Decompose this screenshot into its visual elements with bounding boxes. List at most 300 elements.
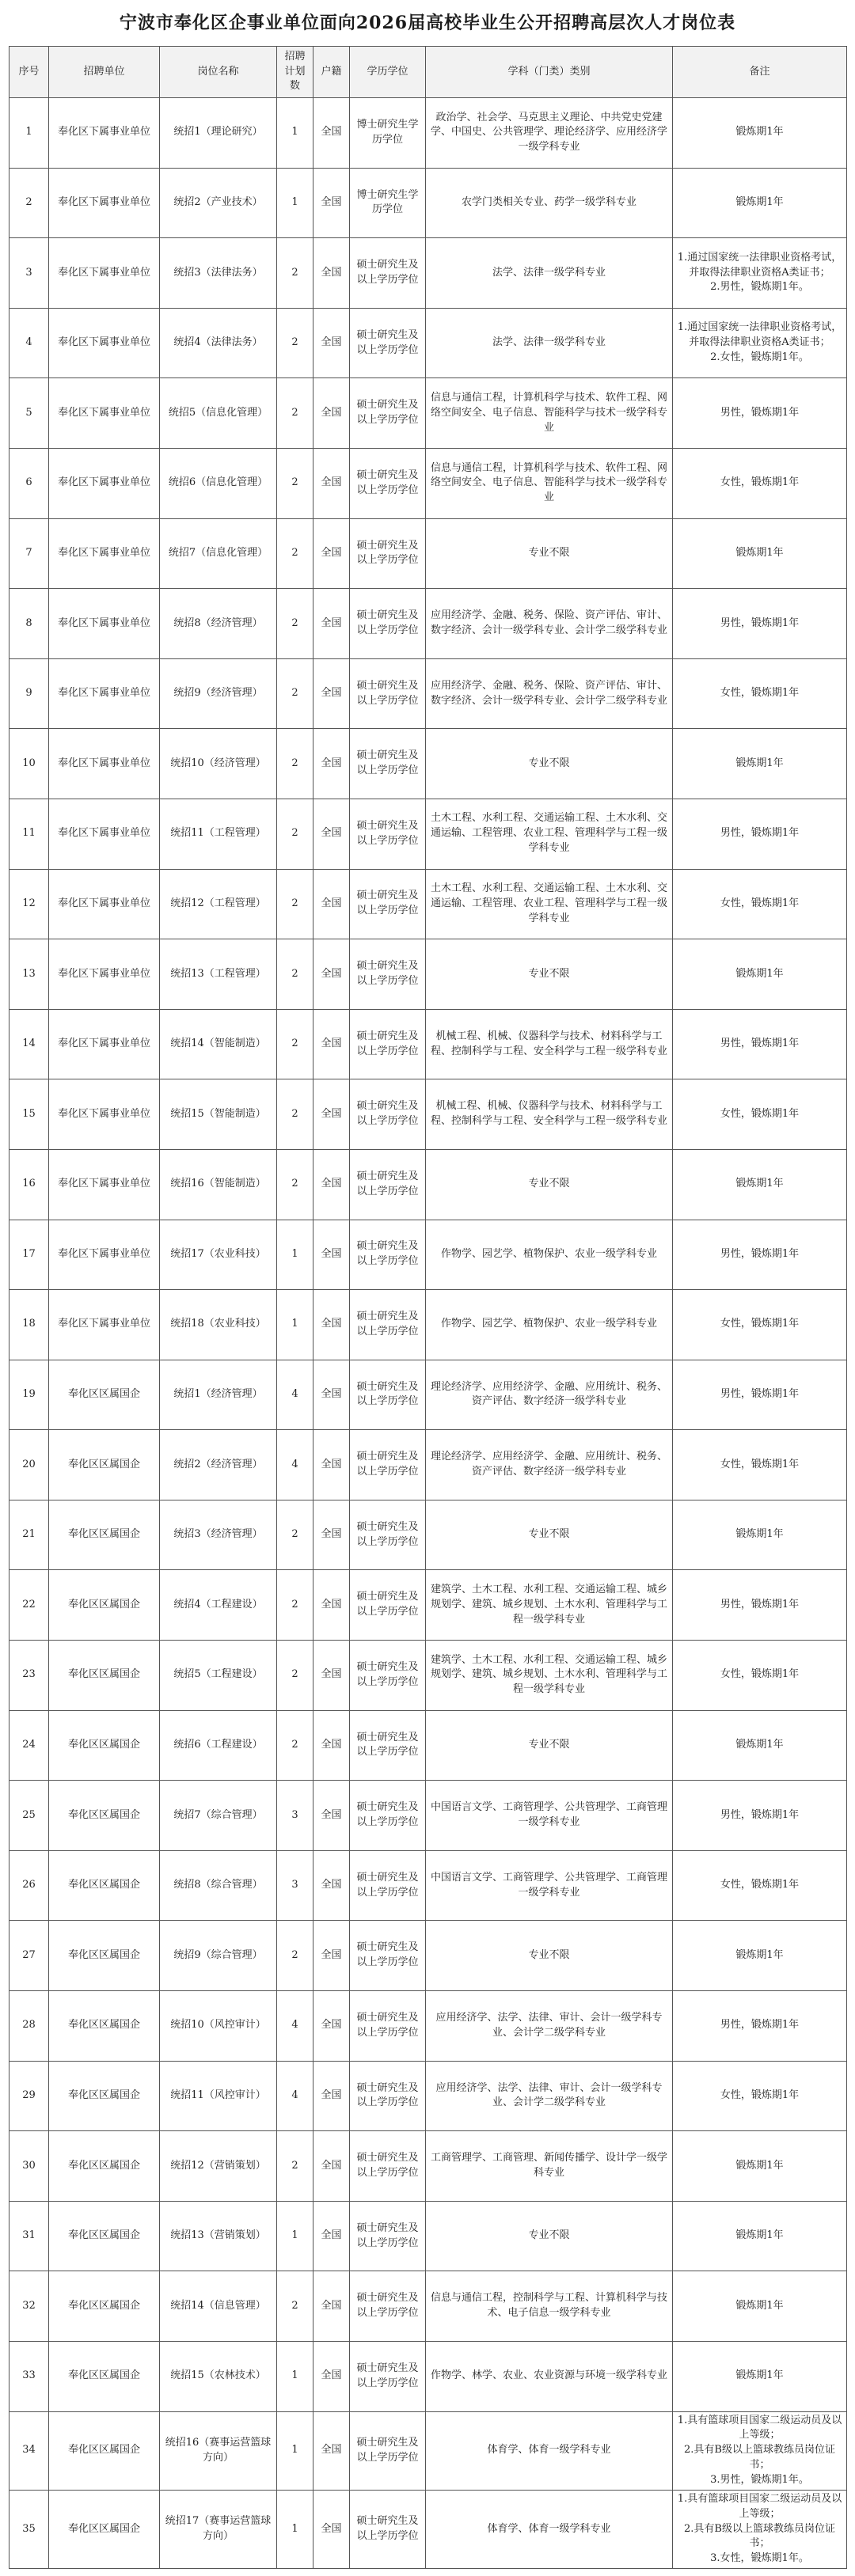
cell-hukou: 全国 (314, 729, 350, 799)
table-row (10, 2061, 847, 2131)
cell-hukou: 全国 (314, 2490, 350, 2568)
cell-degree: 硕士研究生及以上学历学位 (350, 939, 426, 1010)
cell-remarks: 女性，锻炼期1年 (673, 1290, 847, 1360)
cell-unit: 奉化区下属事业单位 (49, 378, 160, 449)
cell-unit: 奉化区下属事业单位 (49, 238, 160, 309)
table-row (10, 1641, 847, 1711)
cell-hukou: 全国 (314, 2271, 350, 2342)
cell-index: 22 (10, 1570, 49, 1641)
cell-discipline: 信息与通信工程，计算机科学与技术、软件工程、网络空间安全、电子信息、智能科学与技术一级学科专业 (426, 378, 673, 449)
table-row (10, 448, 847, 518)
cell-degree: 硕士研究生及以上学历学位 (350, 1500, 426, 1570)
cell-discipline: 作物学、林学、农业、农业资源与环境一级学科专业 (426, 2342, 673, 2412)
cell-quota: 2 (277, 518, 314, 589)
cell-index: 13 (10, 939, 49, 1010)
cell-quota: 4 (277, 2061, 314, 2131)
cell-position: 统招17（赛事运营篮球方向） (160, 2490, 277, 2568)
cell-quota: 2 (277, 2131, 314, 2202)
table-row (10, 1360, 847, 1430)
cell-hukou: 全国 (314, 308, 350, 378)
cell-hukou: 全国 (314, 1500, 350, 1570)
cell-remarks: 锻炼期1年 (673, 1921, 847, 1991)
cell-quota: 1 (277, 168, 314, 238)
cell-position: 统招8（综合管理） (160, 1850, 277, 1921)
cell-quota: 4 (277, 1991, 314, 2062)
cell-index: 30 (10, 2131, 49, 2202)
cell-quota: 2 (277, 799, 314, 869)
cell-quota: 3 (277, 1850, 314, 1921)
cell-quota: 2 (277, 1641, 314, 1711)
cell-position: 统招13（工程管理） (160, 939, 277, 1010)
table-row (10, 589, 847, 659)
cell-degree: 硕士研究生及以上学历学位 (350, 1360, 426, 1430)
cell-index: 11 (10, 799, 49, 869)
cell-discipline: 专业不限 (426, 729, 673, 799)
cell-unit: 奉化区下属事业单位 (49, 448, 160, 518)
cell-remarks: 女性，锻炼期1年 (673, 2061, 847, 2131)
table-row (10, 1290, 847, 1360)
cell-remarks: 1.通过国家统一法律职业资格考试，并取得法律职业资格A类证书； 2.女性，锻炼期1年。 (673, 308, 847, 378)
cell-index: 27 (10, 1921, 49, 1991)
cell-index: 19 (10, 1360, 49, 1430)
cell-discipline: 中国语言文学、工商管理学、公共管理学、工商管理一级学科专业 (426, 1781, 673, 1851)
cell-remarks: 女性，锻炼期1年 (673, 869, 847, 939)
cell-position: 统招2（经济管理） (160, 1430, 277, 1500)
cell-unit: 奉化区下属事业单位 (49, 729, 160, 799)
header-position: 岗位名称 (160, 47, 277, 98)
cell-index: 8 (10, 589, 49, 659)
cell-discipline: 应用经济学、法学、法律、审计、会计一级学科专业、会计学二级学科专业 (426, 2061, 673, 2131)
cell-quota: 2 (277, 658, 314, 729)
cell-degree: 硕士研究生及以上学历学位 (350, 378, 426, 449)
cell-unit: 奉化区区属国企 (49, 1850, 160, 1921)
cell-degree: 硕士研究生及以上学历学位 (350, 589, 426, 659)
table-row (10, 729, 847, 799)
cell-hukou: 全国 (314, 378, 350, 449)
table-row (10, 518, 847, 589)
table-header-row (10, 47, 847, 98)
cell-quota: 2 (277, 378, 314, 449)
cell-unit: 奉化区区属国企 (49, 2201, 160, 2271)
cell-index: 31 (10, 2201, 49, 2271)
cell-quota: 1 (277, 1290, 314, 1360)
cell-degree: 硕士研究生及以上学历学位 (350, 448, 426, 518)
cell-discipline: 理论经济学、应用经济学、金融、应用统计、税务、资产评估、数字经济一级学科专业 (426, 1360, 673, 1430)
cell-remarks: 锻炼期1年 (673, 168, 847, 238)
cell-position: 统招7（综合管理） (160, 1781, 277, 1851)
cell-remarks: 锻炼期1年 (673, 1710, 847, 1781)
cell-index: 25 (10, 1781, 49, 1851)
cell-hukou: 全国 (314, 2131, 350, 2202)
cell-remarks: 锻炼期1年 (673, 98, 847, 169)
cell-discipline: 建筑学、土木工程、水利工程、交通运输工程、城乡规划学、建筑、城乡规划、土木水利、管理科学与工程一级学科专业 (426, 1570, 673, 1641)
cell-quota: 2 (277, 448, 314, 518)
cell-degree: 硕士研究生及以上学历学位 (350, 658, 426, 729)
cell-discipline: 专业不限 (426, 1710, 673, 1781)
cell-discipline: 作物学、园艺学、植物保护、农业一级学科专业 (426, 1290, 673, 1360)
cell-position: 统招5（信息化管理） (160, 378, 277, 449)
cell-quota: 2 (277, 1079, 314, 1150)
cell-degree: 硕士研究生及以上学历学位 (350, 869, 426, 939)
cell-discipline: 作物学、园艺学、植物保护、农业一级学科专业 (426, 1220, 673, 1290)
header-remarks: 备注 (673, 47, 847, 98)
cell-remarks: 锻炼期1年 (673, 2201, 847, 2271)
header-discipline: 学科（门类）类别 (426, 47, 673, 98)
cell-position: 统招13（营销策划） (160, 2201, 277, 2271)
table-row (10, 2201, 847, 2271)
table-row (10, 2131, 847, 2202)
cell-degree: 硕士研究生及以上学历学位 (350, 1009, 426, 1079)
cell-unit: 奉化区下属事业单位 (49, 869, 160, 939)
cell-quota: 2 (277, 308, 314, 378)
cell-unit: 奉化区下属事业单位 (49, 1079, 160, 1150)
header-quota: 招聘计划数 (277, 47, 314, 98)
cell-degree: 硕士研究生及以上学历学位 (350, 1991, 426, 2062)
table-row (10, 1921, 847, 1991)
cell-discipline: 专业不限 (426, 2201, 673, 2271)
header-degree: 学历学位 (350, 47, 426, 98)
table-row (10, 1220, 847, 1290)
cell-unit: 奉化区下属事业单位 (49, 308, 160, 378)
cell-quota: 2 (277, 1921, 314, 1991)
cell-remarks: 男性，锻炼期1年 (673, 378, 847, 449)
cell-position: 统招4（法律法务） (160, 308, 277, 378)
cell-quota: 1 (277, 2342, 314, 2412)
table-body (10, 98, 847, 2569)
cell-quota: 4 (277, 1360, 314, 1430)
cell-degree: 硕士研究生及以上学历学位 (350, 799, 426, 869)
cell-hukou: 全国 (314, 518, 350, 589)
cell-position: 统招9（综合管理） (160, 1921, 277, 1991)
cell-hukou: 全国 (314, 1290, 350, 1360)
cell-position: 统招12（工程管理） (160, 869, 277, 939)
cell-degree: 博士研究生学历学位 (350, 98, 426, 169)
page-title: 宁波市奉化区企事业单位面向2026届高校毕业生公开招聘高层次人才岗位表 (119, 13, 736, 33)
cell-degree: 硕士研究生及以上学历学位 (350, 2342, 426, 2412)
cell-unit: 奉化区区属国企 (49, 1781, 160, 1851)
cell-position: 统招16（赛事运营篮球方向） (160, 2411, 277, 2490)
cell-position: 统招1（经济管理） (160, 1360, 277, 1430)
cell-quota: 2 (277, 238, 314, 309)
cell-hukou: 全国 (314, 1641, 350, 1711)
cell-index: 15 (10, 1079, 49, 1150)
cell-degree: 硕士研究生及以上学历学位 (350, 1570, 426, 1641)
cell-index: 10 (10, 729, 49, 799)
cell-degree: 硕士研究生及以上学历学位 (350, 1220, 426, 1290)
cell-quota: 2 (277, 589, 314, 659)
cell-hukou: 全国 (314, 1079, 350, 1150)
cell-unit: 奉化区区属国企 (49, 2271, 160, 2342)
table-row (10, 1850, 847, 1921)
cell-hukou: 全国 (314, 939, 350, 1010)
cell-degree: 硕士研究生及以上学历学位 (350, 1781, 426, 1851)
cell-hukou: 全国 (314, 1009, 350, 1079)
cell-discipline: 机械工程、机械、仪器科学与技术、材料科学与工程、控制科学与工程、安全科学与工程一级学科专业 (426, 1009, 673, 1079)
cell-hukou: 全国 (314, 1991, 350, 2062)
cell-hukou: 全国 (314, 2342, 350, 2412)
cell-remarks: 锻炼期1年 (673, 2271, 847, 2342)
cell-degree: 硕士研究生及以上学历学位 (350, 518, 426, 589)
cell-discipline: 信息与通信工程，控制科学与工程、计算机科学与技术、电子信息一级学科专业 (426, 2271, 673, 2342)
cell-position: 统招5（工程建设） (160, 1641, 277, 1711)
cell-hukou: 全国 (314, 589, 350, 659)
cell-degree: 硕士研究生及以上学历学位 (350, 1149, 426, 1220)
cell-index: 2 (10, 168, 49, 238)
cell-hukou: 全国 (314, 1570, 350, 1641)
cell-unit: 奉化区下属事业单位 (49, 799, 160, 869)
cell-unit: 奉化区下属事业单位 (49, 168, 160, 238)
cell-position: 统招2（产业技术） (160, 168, 277, 238)
cell-degree: 博士研究生学历学位 (350, 168, 426, 238)
cell-remarks: 男性，锻炼期1年 (673, 799, 847, 869)
table-row (10, 2342, 847, 2412)
cell-hukou: 全国 (314, 2411, 350, 2490)
cell-remarks: 男性，锻炼期1年 (673, 589, 847, 659)
table-row (10, 98, 847, 169)
cell-index: 5 (10, 378, 49, 449)
cell-index: 12 (10, 869, 49, 939)
table-row (10, 1430, 847, 1500)
cell-hukou: 全国 (314, 1430, 350, 1500)
table-row (10, 378, 847, 449)
cell-index: 6 (10, 448, 49, 518)
cell-unit: 奉化区下属事业单位 (49, 1009, 160, 1079)
cell-degree: 硕士研究生及以上学历学位 (350, 2271, 426, 2342)
table-row (10, 2271, 847, 2342)
cell-discipline: 法学、法律一级学科专业 (426, 238, 673, 309)
recruitment-table (9, 46, 847, 2569)
cell-unit: 奉化区区属国企 (49, 1570, 160, 1641)
cell-position: 统招3（法律法务） (160, 238, 277, 309)
cell-position: 统招1（理论研究） (160, 98, 277, 169)
table-row (10, 168, 847, 238)
cell-discipline: 法学、法律一级学科专业 (426, 308, 673, 378)
cell-unit: 奉化区区属国企 (49, 2342, 160, 2412)
cell-index: 16 (10, 1149, 49, 1220)
cell-quota: 3 (277, 1781, 314, 1851)
cell-index: 32 (10, 2271, 49, 2342)
cell-quota: 2 (277, 729, 314, 799)
table-row (10, 939, 847, 1010)
cell-degree: 硕士研究生及以上学历学位 (350, 729, 426, 799)
cell-quota: 2 (277, 1710, 314, 1781)
cell-unit: 奉化区区属国企 (49, 1991, 160, 2062)
cell-position: 统招11（工程管理） (160, 799, 277, 869)
cell-index: 29 (10, 2061, 49, 2131)
cell-discipline: 土木工程、水利工程、交通运输工程、土木水利、交通运输、工程管理、农业工程、管理科学与工程一级学科专业 (426, 869, 673, 939)
cell-remarks: 男性，锻炼期1年 (673, 1009, 847, 1079)
cell-quota: 2 (277, 2271, 314, 2342)
cell-degree: 硕士研究生及以上学历学位 (350, 2201, 426, 2271)
cell-quota: 1 (277, 1220, 314, 1290)
cell-discipline: 专业不限 (426, 939, 673, 1010)
cell-position: 统招9（经济管理） (160, 658, 277, 729)
cell-quota: 2 (277, 1570, 314, 1641)
header-hukou: 户籍 (314, 47, 350, 98)
cell-discipline: 工商管理学、工商管理、新闻传播学、设计学一级学科专业 (426, 2131, 673, 2202)
cell-discipline: 机械工程、机械、仪器科学与技术、材料科学与工程、控制科学与工程、安全科学与工程一级学科专业 (426, 1079, 673, 1150)
cell-remarks: 锻炼期1年 (673, 1149, 847, 1220)
cell-remarks: 锻炼期1年 (673, 518, 847, 589)
cell-unit: 奉化区下属事业单位 (49, 658, 160, 729)
table-row (10, 799, 847, 869)
cell-hukou: 全国 (314, 869, 350, 939)
cell-discipline: 信息与通信工程，计算机科学与技术、软件工程、网络空间安全、电子信息、智能科学与技术一级学科专业 (426, 448, 673, 518)
cell-index: 26 (10, 1850, 49, 1921)
header-unit: 招聘单位 (49, 47, 160, 98)
cell-hukou: 全国 (314, 799, 350, 869)
cell-remarks: 男性，锻炼期1年 (673, 1991, 847, 2062)
cell-hukou: 全国 (314, 238, 350, 309)
cell-position: 统招17（农业科技） (160, 1220, 277, 1290)
table-row (10, 1149, 847, 1220)
table-row (10, 658, 847, 729)
cell-remarks: 女性，锻炼期1年 (673, 1641, 847, 1711)
cell-remarks: 锻炼期1年 (673, 729, 847, 799)
cell-degree: 硕士研究生及以上学历学位 (350, 1079, 426, 1150)
cell-quota: 2 (277, 869, 314, 939)
cell-index: 14 (10, 1009, 49, 1079)
cell-remarks: 女性，锻炼期1年 (673, 1430, 847, 1500)
cell-index: 3 (10, 238, 49, 309)
header-index: 序号 (10, 47, 49, 98)
cell-index: 34 (10, 2411, 49, 2490)
table-row (10, 1570, 847, 1641)
cell-position: 统招16（智能制造） (160, 1149, 277, 1220)
cell-quota: 4 (277, 1430, 314, 1500)
cell-hukou: 全国 (314, 1850, 350, 1921)
cell-remarks: 女性，锻炼期1年 (673, 658, 847, 729)
cell-quota: 2 (277, 1500, 314, 1570)
cell-remarks: 男性，锻炼期1年 (673, 1570, 847, 1641)
cell-position: 统招10（经济管理） (160, 729, 277, 799)
cell-degree: 硕士研究生及以上学历学位 (350, 2131, 426, 2202)
cell-unit: 奉化区下属事业单位 (49, 518, 160, 589)
cell-position: 统招6（工程建设） (160, 1710, 277, 1781)
cell-degree: 硕士研究生及以上学历学位 (350, 1430, 426, 1500)
cell-degree: 硕士研究生及以上学历学位 (350, 2490, 426, 2568)
cell-discipline: 应用经济学、金融、税务、保险、资产评估、审计、数字经济、会计一级学科专业、会计学二级学科专业 (426, 589, 673, 659)
cell-unit: 奉化区下属事业单位 (49, 939, 160, 1010)
table-row (10, 1079, 847, 1150)
cell-discipline: 专业不限 (426, 1500, 673, 1570)
cell-position: 统招8（经济管理） (160, 589, 277, 659)
cell-index: 35 (10, 2490, 49, 2568)
cell-index: 33 (10, 2342, 49, 2412)
table-row (10, 1009, 847, 1079)
cell-unit: 奉化区下属事业单位 (49, 1149, 160, 1220)
cell-hukou: 全国 (314, 1220, 350, 1290)
cell-position: 统招3（经济管理） (160, 1500, 277, 1570)
cell-hukou: 全国 (314, 2201, 350, 2271)
table-row (10, 1991, 847, 2062)
cell-index: 23 (10, 1641, 49, 1711)
table-row (10, 2490, 847, 2568)
cell-degree: 硕士研究生及以上学历学位 (350, 1921, 426, 1991)
table-row (10, 308, 847, 378)
cell-hukou: 全国 (314, 1710, 350, 1781)
cell-discipline: 中国语言文学、工商管理学、公共管理学、工商管理一级学科专业 (426, 1850, 673, 1921)
cell-hukou: 全国 (314, 168, 350, 238)
cell-discipline: 专业不限 (426, 518, 673, 589)
cell-discipline: 应用经济学、法学、法律、审计、会计一级学科专业、会计学二级学科专业 (426, 1991, 673, 2062)
cell-index: 24 (10, 1710, 49, 1781)
cell-position: 统招11（风控审计） (160, 2061, 277, 2131)
cell-position: 统招12（营销策划） (160, 2131, 277, 2202)
cell-remarks: 女性，锻炼期1年 (673, 1079, 847, 1150)
cell-degree: 硕士研究生及以上学历学位 (350, 308, 426, 378)
cell-discipline: 专业不限 (426, 1149, 673, 1220)
cell-remarks: 锻炼期1年 (673, 2131, 847, 2202)
cell-unit: 奉化区区属国企 (49, 2411, 160, 2490)
cell-discipline: 农学门类相关专业、药学一级学科专业 (426, 168, 673, 238)
cell-remarks: 男性，锻炼期1年 (673, 1781, 847, 1851)
cell-position: 统招7（信息化管理） (160, 518, 277, 589)
cell-position: 统招10（风控审计） (160, 1991, 277, 2062)
cell-hukou: 全国 (314, 1781, 350, 1851)
cell-quota: 1 (277, 2201, 314, 2271)
cell-hukou: 全国 (314, 98, 350, 169)
cell-unit: 奉化区下属事业单位 (49, 1220, 160, 1290)
cell-remarks: 1.具有篮球项目国家二级运动员及以上等级； 2.具有B级以上篮球教练员岗位证书； 3.女性，锻炼期1年。 (673, 2490, 847, 2568)
cell-index: 1 (10, 98, 49, 169)
cell-discipline: 土木工程、水利工程、交通运输工程、土木水利、交通运输、工程管理、农业工程、管理科学与工程一级学科专业 (426, 799, 673, 869)
cell-position: 统招4（工程建设） (160, 1570, 277, 1641)
cell-quota: 2 (277, 1009, 314, 1079)
cell-position: 统招15（农林技术） (160, 2342, 277, 2412)
cell-unit: 奉化区下属事业单位 (49, 1290, 160, 1360)
cell-remarks: 女性，锻炼期1年 (673, 448, 847, 518)
cell-remarks: 男性，锻炼期1年 (673, 1220, 847, 1290)
cell-discipline: 专业不限 (426, 1921, 673, 1991)
cell-position: 统招14（智能制造） (160, 1009, 277, 1079)
cell-index: 18 (10, 1290, 49, 1360)
table-row (10, 1500, 847, 1570)
cell-remarks: 女性，锻炼期1年 (673, 1850, 847, 1921)
cell-position: 统招6（信息化管理） (160, 448, 277, 518)
cell-discipline: 政治学、社会学、马克思主义理论、中共党史党建学、中国史、公共管理学、理论经济学、应用经济学一级学科专业 (426, 98, 673, 169)
cell-discipline: 体育学、体育一级学科专业 (426, 2411, 673, 2490)
cell-unit: 奉化区下属事业单位 (49, 98, 160, 169)
cell-discipline: 建筑学、土木工程、水利工程、交通运输工程、城乡规划学、建筑、城乡规划、土木水利、管理科学与工程一级学科专业 (426, 1641, 673, 1711)
cell-remarks: 锻炼期1年 (673, 2342, 847, 2412)
cell-unit: 奉化区区属国企 (49, 1430, 160, 1500)
cell-quota: 2 (277, 939, 314, 1010)
cell-index: 21 (10, 1500, 49, 1570)
table-row (10, 869, 847, 939)
cell-unit: 奉化区区属国企 (49, 1641, 160, 1711)
cell-unit: 奉化区区属国企 (49, 1500, 160, 1570)
cell-index: 7 (10, 518, 49, 589)
cell-unit: 奉化区区属国企 (49, 1710, 160, 1781)
cell-unit: 奉化区区属国企 (49, 2131, 160, 2202)
cell-discipline: 体育学、体育一级学科专业 (426, 2490, 673, 2568)
table-row (10, 2411, 847, 2490)
cell-position: 统招15（智能制造） (160, 1079, 277, 1150)
cell-remarks: 1.通过国家统一法律职业资格考试，并取得法律职业资格A类证书； 2.男性，锻炼期1年。 (673, 238, 847, 309)
cell-unit: 奉化区区属国企 (49, 2490, 160, 2568)
cell-index: 4 (10, 308, 49, 378)
cell-hukou: 全国 (314, 448, 350, 518)
cell-degree: 硕士研究生及以上学历学位 (350, 2411, 426, 2490)
cell-quota: 1 (277, 2490, 314, 2568)
cell-quota: 1 (277, 2411, 314, 2490)
cell-degree: 硕士研究生及以上学历学位 (350, 1850, 426, 1921)
cell-degree: 硕士研究生及以上学历学位 (350, 1710, 426, 1781)
cell-remarks: 男性，锻炼期1年 (673, 1360, 847, 1430)
cell-discipline: 理论经济学、应用经济学、金融、应用统计、税务、资产评估、数字经济一级学科专业 (426, 1430, 673, 1500)
table-row (10, 1781, 847, 1851)
